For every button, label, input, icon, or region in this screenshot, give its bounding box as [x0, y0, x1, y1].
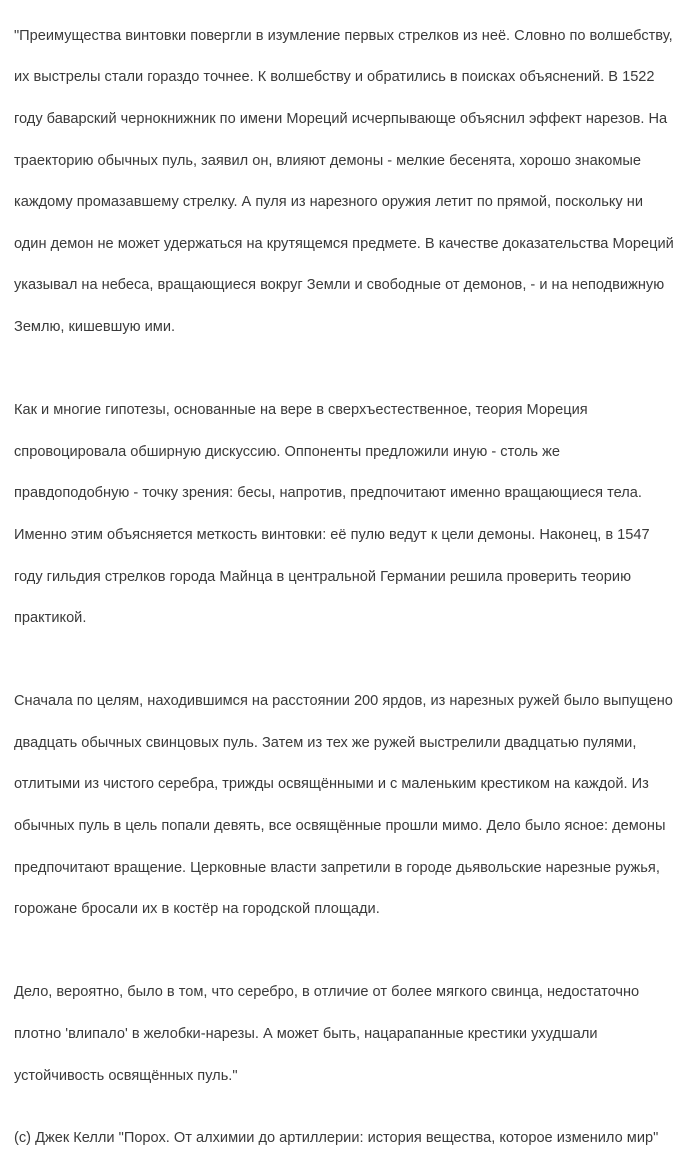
paragraph-1 [14, 5, 674, 359]
text-line: Сначала по целям, находившимся на расстоянии 200 ярдов, из нарезных ружей было выпущено [14, 693, 673, 710]
text-line: Дело, вероятно, было в том, что серебро, в отличие от более мягкого свинца, недостаточно [14, 984, 640, 1001]
text-line: обычных пуль в цель попали девять, все освящённые прошли мимо. Дело было ясное: демоны [14, 818, 666, 835]
text-line: горожане бросали их в костёр на городской площади. [14, 901, 380, 918]
text-line: двадцать обычных свинцовых пуль. Затем из тех же ружей выстрелили двадцатью пулями, [14, 734, 637, 751]
text-line: указывал на небеса, вращающиеся вокруг Земли и свободные от демонов, - и на неподвижную [14, 277, 665, 294]
text-line: Именно этим объясняется меткость винтовки: её пулю ведут к цели демоны. Наконец, в 1547 [14, 526, 650, 543]
text-line: году баварский чернокнижник по имени Мореций исчерпывающе объяснил эффект нарезов. На [14, 110, 668, 127]
text-line: Землю, кишевшую ими. [14, 318, 176, 335]
text-line: правдоподобную - точку зрения: бесы, напротив, предпочитают именно вращающиеся тела. [14, 485, 642, 502]
text-line: Как и многие гипотезы, основанные на вере в сверхъестественное, теория Мореция [14, 402, 588, 419]
text-line: практикой. [14, 610, 87, 627]
text-line: "Преимущества винтовки повергли в изумление первых стрелков из неё. Словно по волшебству, [14, 27, 673, 44]
text-line: устойчивость освящённых пуль." [14, 1067, 238, 1084]
text-line: отлитыми из чистого серебра, трижды освящёнными и с маленьким крестиком на каждой. Из [14, 776, 649, 793]
text-line: предпочитают вращение. Церковные власти запретили в городе дьявольские нарезные ружья, [14, 859, 660, 876]
text-line: году гильдия стрелков города Майнца в центральной Германии решила проверить теорию [14, 568, 632, 585]
text-line: траекторию обычных пуль, заявил он, влияют демоны - мелкие бесенята, хорошо знакомые [14, 152, 642, 169]
text-line: каждому промазавшему стрелку. А пуля из нарезного оружия летит по прямой, поскольку ни [14, 194, 643, 211]
paragraph-4 [14, 962, 640, 1108]
paragraph-3 [14, 671, 673, 941]
source-citation: (с) Джек Келли "Порох. От алхимии до артиллерии: история вещества, которое изменило мир" [14, 1130, 659, 1147]
text-line: один демон не может удержаться на крутящемся предмете. В качестве доказательства Мореций [14, 235, 674, 252]
text-line: плотно 'влипало' в желобки-нарезы. А может быть, нацарапанные крестики ухудшали [14, 1026, 598, 1043]
text-line: спровоцировала обширную дискуссию. Оппоненты предложили иную - столь же [14, 443, 560, 460]
post-text [14, 5, 674, 1149]
paragraph-2 [14, 379, 650, 649]
text-line: их выстрелы стали гораздо точнее. К волшебству и обратились в поисках объяснений. В 1522 [14, 69, 655, 86]
